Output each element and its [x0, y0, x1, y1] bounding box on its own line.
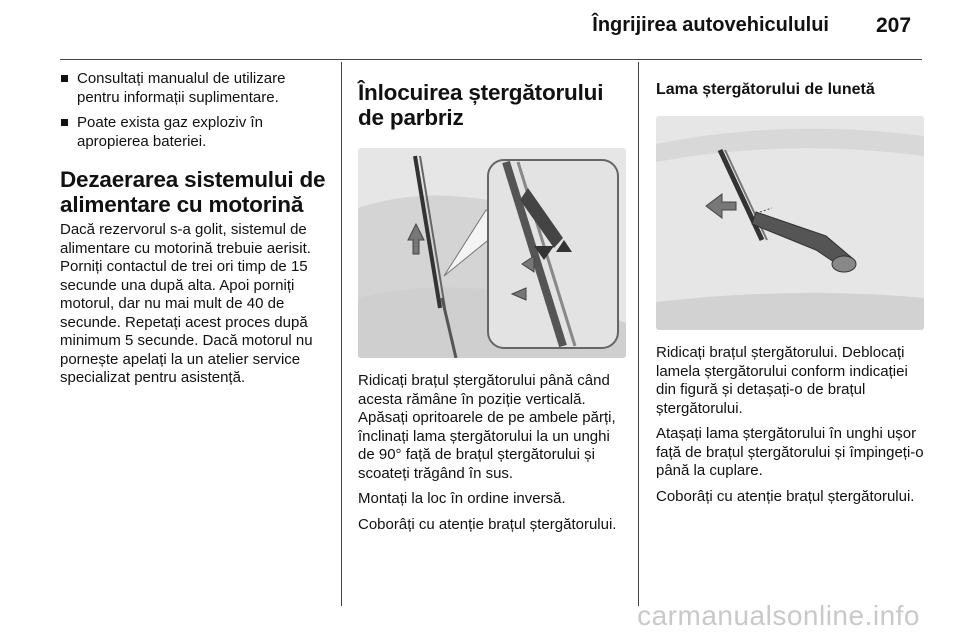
rear-wiper-illustration	[656, 116, 924, 330]
watermark: carmanualsonline.info	[637, 600, 920, 631]
header-rule	[60, 59, 922, 60]
section-heading-windscreen-wiper: Înlocuirea ștergătorului de parbriz	[358, 80, 604, 130]
rear-wiper-paragraph-3: Coborâți cu atenție brațul ștergătorului.	[656, 487, 915, 505]
rear-wiper-paragraph-1: Ridicați brațul ștergătorului. Deblocați lamela ștergătorului conform indicației din figură și detașați-o de brațul ștergătorului.	[656, 344, 908, 417]
column-divider-1	[341, 62, 342, 606]
windscreen-wiper-paragraph-1: Ridicați brațul ștergătorului până când acesta rămâne în poziție verticală. Apăsați opritoarele de pe ambele părți, înclinați lama ștergătorului la un unghi de 90° față de brațul ștergătorului și scoateți trăgând în sus.	[358, 372, 616, 482]
column-3	[656, 70, 928, 513]
section-heading-rear-wiper: Lama ștergătorului de lunetă	[656, 81, 875, 98]
bullet-item: Poate exista gaz exploziv în apropierea bateriei.	[60, 114, 328, 151]
column-1	[60, 70, 328, 395]
bullet-item: Consultați manualul de utilizare pentru informații suplimentare.	[60, 70, 328, 107]
rear-wiper-paragraph-2: Atașați lama ștergătorului în unghi ușor față de brațul ștergătorului și împingeți-o până la cuplare.	[656, 425, 924, 479]
windscreen-wiper-paragraph-3: Coborâți cu atenție brațul ștergătorului.	[358, 515, 617, 533]
bullet-list	[60, 70, 328, 151]
header-title: Îngrijirea autovehiculului	[592, 14, 829, 36]
fuel-bleeding-paragraph: Dacă rezervorul s-a golit, sistemul de alimentare cu motorină trebuie aerisit. Porniți contactul de trei ori timp de 15 secunde una după alta. Apoi porniți motorul, dar nu mai mult de 40 de secunde. Repetați acest proces după minimum 5 secunde. Dacă motorul nu pornește apelați la un atelier service specializat pentru asistență.	[60, 221, 313, 386]
column-2	[358, 70, 628, 541]
section-heading-fuel-bleeding: Dezaerarea sistemului de alimentare cu motorină	[60, 167, 326, 217]
page-number: 207	[876, 14, 912, 37]
windscreen-wiper-paragraph-2: Montați la loc în ordine inversă.	[358, 490, 566, 507]
windscreen-wiper-illustration	[358, 148, 626, 358]
column-divider-2	[638, 62, 639, 606]
